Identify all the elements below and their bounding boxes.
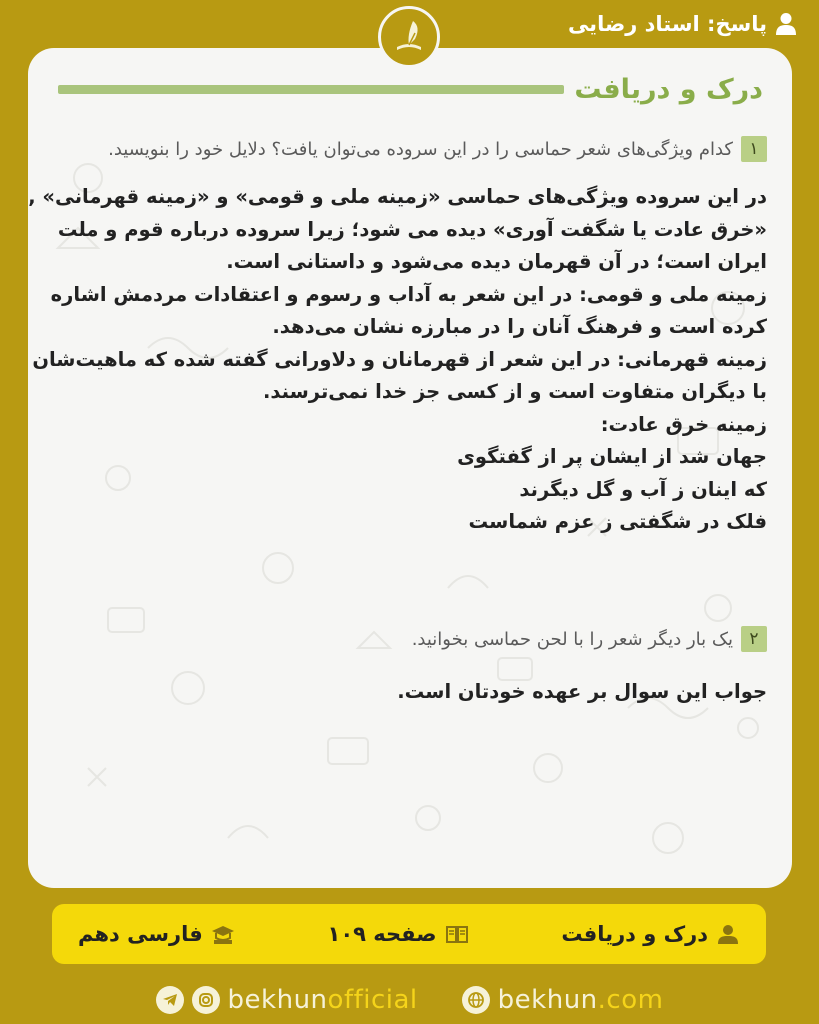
open-book-icon (445, 923, 469, 945)
section-header (58, 72, 763, 106)
telegram-icon[interactable] (156, 986, 184, 1014)
footer-page (328, 922, 469, 946)
globe-icon[interactable] (462, 986, 490, 1014)
question-2 (412, 626, 767, 652)
user-icon (775, 12, 797, 36)
website-link[interactable] (462, 985, 664, 1015)
brand-logo (378, 6, 440, 68)
social-link[interactable] (156, 985, 418, 1015)
answer-line: ایران است؛ در آن قهرمان دیده می‌شود و داستانی است. (226, 250, 767, 273)
bottom-links (0, 980, 819, 1020)
answer-1 (28, 181, 767, 539)
answer-line: جواب این سوال بر عهده خودتان است. (397, 680, 767, 703)
footer-section-label: درک و دریافت (561, 922, 708, 946)
footer-page-label: صفحه ۱۰۹ (327, 922, 437, 946)
answer-line: در این سروده ویژگی‌های حماسی «زمینه ملی و قومی» و «زمینه قهرمانی» , (28, 185, 767, 208)
author-label: پاسخ: استاد رضایی (567, 12, 767, 36)
graduation-cap-icon (211, 923, 235, 945)
question-number: ۱ (741, 136, 767, 162)
instagram-icon[interactable] (192, 986, 220, 1014)
website-suffix: .com (597, 985, 664, 1015)
answer-line: جهان شد از ایشان پر از گفتگوی (457, 445, 767, 468)
answer-line: با دیگران متفاوت است و از کسی جز خدا نمی‌ترسند. (263, 380, 767, 403)
question-1 (108, 136, 767, 162)
question-text: کدام ویژگی‌های شعر حماسی را در این سروده می‌توان یافت؟ دلایل خود را بنویسید. (108, 138, 733, 160)
answer-line: که اینان ز آب و گل دیگرند (519, 477, 767, 501)
footer-subject (78, 922, 235, 946)
answer-line: زمینه قهرمانی: در این شعر از قهرمانان و دلاورانی گفته شده که ماهیت‌شان (32, 347, 767, 371)
section-divider (58, 85, 564, 94)
social-handle-prefix: bekhun (227, 985, 328, 1015)
footer-subject-label: فارسی دهم (78, 922, 203, 946)
footer-bar (52, 904, 766, 964)
question-text: یک بار دیگر شعر را با لحن حماسی بخوانید. (411, 628, 733, 650)
answer-line: فلک در شگفتی ز عزم شماست (468, 510, 767, 533)
header-author (568, 8, 797, 40)
student-icon (716, 923, 740, 945)
answer-line: کرده است و فرهنگ آنان را در مبارزه نشان می‌دهد. (272, 315, 767, 338)
website-prefix: bekhun (497, 985, 598, 1015)
answer-2 (77, 676, 767, 709)
social-handle-suffix: official (327, 985, 418, 1015)
answer-line: «خرق عادت یا شگفت آوری» دیده می شود؛ زیرا سروده درباره قوم و ملت (57, 217, 767, 241)
answer-line: زمینه ملی و قومی: در این شعر به آداب و رسوم و اعتقادات مردمش اشاره (50, 282, 767, 306)
answer-line: زمینه خرق عادت: (600, 412, 767, 436)
quill-book-icon (389, 17, 429, 57)
question-number: ۲ (741, 626, 767, 652)
section-title: درک و دریافت (574, 73, 763, 105)
footer-section (561, 922, 740, 946)
